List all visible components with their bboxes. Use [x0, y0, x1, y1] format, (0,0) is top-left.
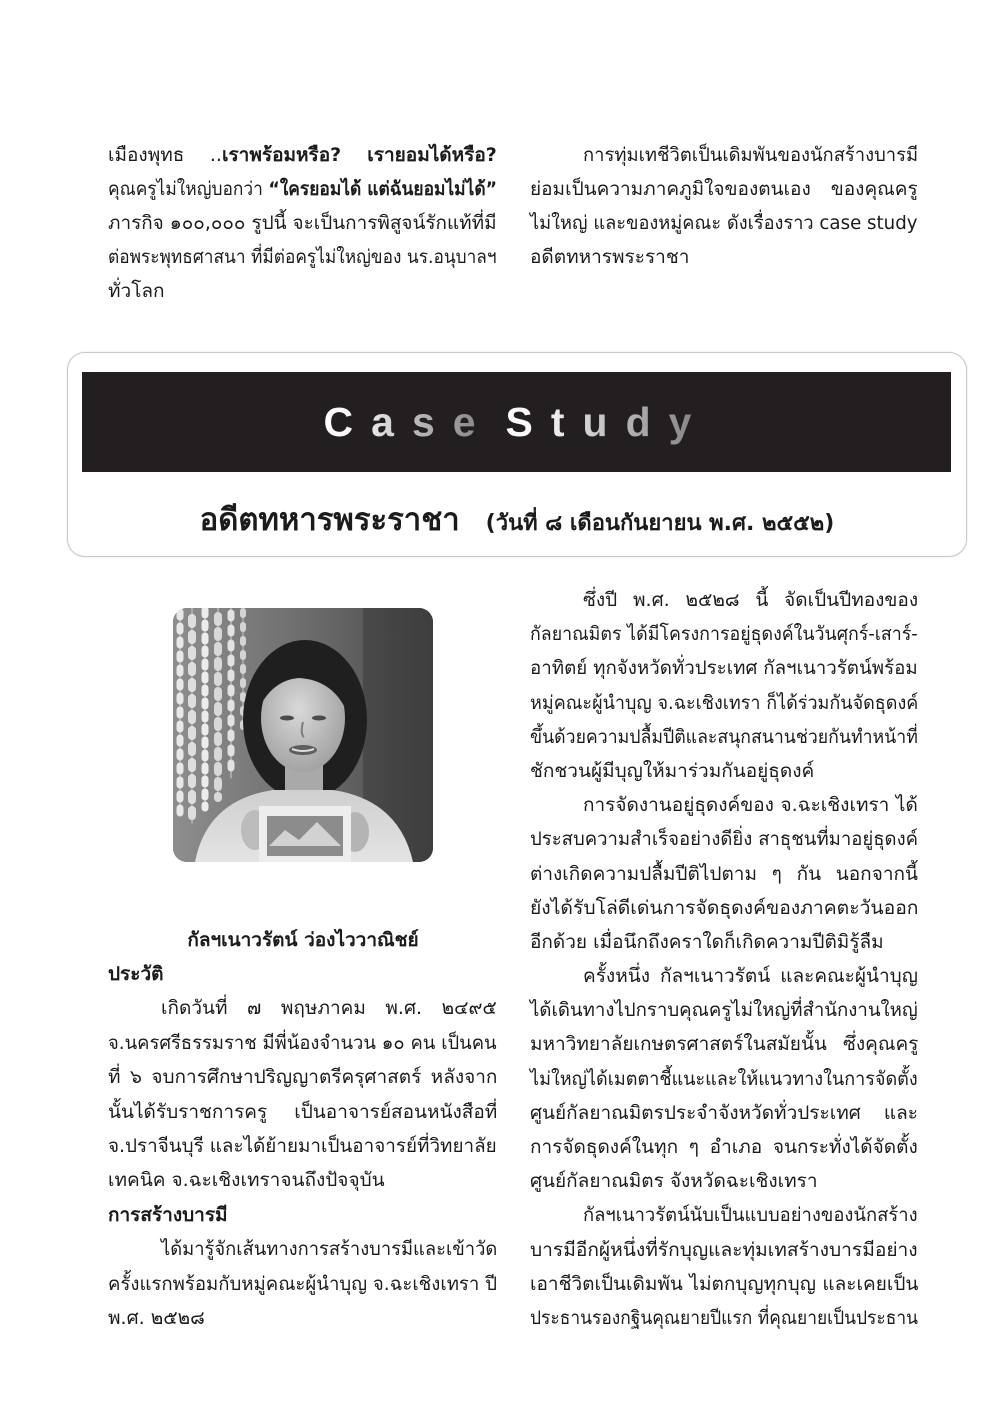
line-text: ซึ่งปี พ.ศ. ๒๕๒๘ นี้ จัดเป็นปีทองของ	[583, 589, 919, 611]
text-line	[108, 1267, 497, 1301]
text-line	[108, 1163, 497, 1197]
line-text	[108, 172, 497, 206]
line-text: ภารกิจ ๑๐๐,๐๐๐ รูปนี้ จะเป็นการพิสูจน์รักแท้ที่มี	[108, 212, 497, 234]
text-line	[108, 206, 497, 240]
text-line	[530, 1062, 918, 1096]
line-text: ครั้งแรกพร้อมกับหมู่คณะผู้นำบุญ จ.ฉะเชิงเทรา ปี	[108, 1272, 498, 1295]
text-line	[530, 1096, 918, 1130]
line-text-bold: เราพร้อมหรือ? เรายอมได้หรือ?	[221, 144, 497, 166]
text-line	[530, 993, 918, 1027]
line-text: อาทิตย์ ทุกจังหวัดทั่วประเทศ กัลฯเนาวรัตน์พร้อม	[530, 657, 918, 680]
intro-left-column	[108, 138, 497, 308]
text-line	[530, 138, 918, 172]
right-eye	[312, 716, 326, 721]
line-text: ยังได้รับโล่ดีเด่นการจัดธุดงค์ของภาคตะวันออก	[530, 896, 919, 919]
portrait-image	[173, 608, 433, 862]
line-text-plain: คุณครูไม่ใหญ่บอกว่า	[108, 178, 269, 200]
line-text: อีกด้วย เมื่อนึกถึงคราใดก็เกิดความปีติมิรู้ลืม	[530, 930, 884, 953]
text-line	[108, 991, 497, 1025]
biography-heading: ประวัติ	[108, 963, 164, 985]
text-line	[530, 720, 918, 754]
line-text: ได้เดินทางไปกราบคุณครูไม่ใหญ่ที่สำนักงานใหญ่	[530, 999, 918, 1022]
story-column	[530, 583, 918, 1335]
case-study-title-row	[67, 494, 967, 540]
text-line	[530, 1301, 918, 1335]
biography-column	[108, 957, 497, 1335]
text-line	[530, 240, 918, 274]
text-line	[530, 1164, 918, 1198]
line-text: ประธานรองกฐินคุณยายปีแรก ที่คุณยายเป็นประธาน	[530, 1306, 918, 1329]
text-line	[530, 822, 918, 856]
text-line	[108, 1232, 497, 1266]
line-text: ที่ ๖ จบการศึกษาปริญญาตรีครุศาสตร์ หลังจาก	[108, 1066, 498, 1089]
line-text: อดีตทหารพระราชา	[530, 246, 690, 268]
line-text: กัลฯเนาวรัตน์นับเป็นแบบอย่างของนักสร้าง	[583, 1204, 918, 1227]
line-text: ไม่ใหญ่ และของหมู่คณะ ดังเรื่องราว case study	[530, 212, 918, 234]
line-text: ประสบความสำเร็จอย่างดียิ่ง สาธุชนที่มาอยู่ธุดงค์	[530, 828, 919, 851]
text-line	[108, 1060, 497, 1094]
text-line	[530, 1027, 918, 1061]
case-study-banner	[82, 372, 951, 472]
text-line	[530, 754, 918, 788]
case-study-date: (วันที่ ๘ เดือนกันยายน พ.ศ. ๒๕๕๒)	[485, 511, 835, 536]
line-text: ศูนย์กัลยาณมิตร จังหวัดฉะเชิงเทรา	[530, 1170, 818, 1193]
line-text: กัลยาณมิตร ได้มีโครงการอยู่ธุดงค์ในวันศุกร์-เสาร์-	[530, 623, 918, 646]
line-text	[108, 138, 497, 172]
line-text: ขึ้นด้วยความปลื้มปีติและสนุกสนานช่วยกันทำหน้าที่	[530, 725, 918, 748]
case-study-title: อดีตทหารพระราชา	[199, 502, 460, 538]
line-text: การจัดงานอยู่ธุดงค์ของ จ.ฉะเชิงเทรา ได้	[583, 794, 918, 817]
text-line	[108, 274, 497, 308]
line-text: เทคนิค จ.ฉะเชิงเทราจนถึงปัจจุบัน	[108, 1169, 385, 1192]
text-line	[108, 172, 497, 206]
text-line	[108, 1129, 497, 1163]
line-text: เกิดวันที่ ๗ พฤษภาคม พ.ศ. ๒๔๙๕	[161, 997, 497, 1020]
case-study-heading-word: Study	[506, 372, 710, 472]
line-text: นั้นได้รับราชการครู เป็นอาจารย์สอนหนังสือที่	[108, 1100, 498, 1123]
text-line	[530, 686, 918, 720]
line-text: เอาชีวิตเป็นเดิมพัน ไม่ตกบุญทุกบุญ และเคยเป็น	[530, 1272, 919, 1295]
section-heading	[108, 1198, 497, 1232]
text-line	[108, 240, 497, 274]
text-line	[108, 1095, 497, 1129]
text-line	[530, 206, 918, 240]
text-line	[108, 138, 497, 172]
merit-building-heading: การสร้างบารมี	[108, 1203, 228, 1226]
line-text: การจัดธุดงค์ในทุก ๆ อำเภอ จนกระทั่งได้จัดตั้ง	[530, 1136, 918, 1158]
line-text: บารมีอีกผู้หนึ่งที่รักบุญและทุ่มเทสร้างบารมีอย่าง	[530, 1238, 918, 1261]
text-line	[530, 583, 918, 617]
text-line	[530, 959, 918, 993]
line-text: ต่อพระพุทธศาสนา ที่มีต่อครูไม่ใหญ่ของ นร.อนุบาลฯ	[108, 246, 497, 268]
line-text: ชักชวนผู้มีบุญให้มาร่วมกันอยู่ธุดงค์	[530, 759, 815, 782]
text-line	[530, 891, 918, 925]
left-eye	[280, 716, 294, 721]
line-text: หมู่คณะผู้นำบุญ จ.ฉะเชิงเทรา ก็ได้ร่วมกันจัดธุดงค์	[530, 691, 919, 714]
text-line	[108, 1301, 497, 1335]
line-text: จ.นครศรีธรรมราช มีพี่น้องจำนวน ๑๐ คน เป็นคน	[108, 1031, 497, 1054]
text-line	[530, 857, 918, 891]
photo-caption: กัลฯเนาวรัตน์ ว่องไววาณิชย์	[187, 929, 419, 951]
text-line	[530, 1130, 918, 1164]
text-line	[530, 1267, 918, 1301]
line-text: ย่อมเป็นความภาคภูมิใจของตนเอง ของคุณครู	[530, 178, 918, 200]
profile-photo	[173, 608, 433, 862]
text-line	[530, 651, 918, 685]
line-text: ไม่ใหญ่ได้เมตตาชี้แนะและให้แนวทางในการจัดตั้ง	[530, 1067, 918, 1090]
section-heading	[108, 957, 497, 991]
case-study-heading-word: Case	[324, 372, 494, 472]
line-text-bold: “ใครยอมได้ แต่ฉันยอมไม่ได้”	[268, 178, 497, 200]
text-line	[530, 1198, 918, 1232]
text-line	[530, 925, 918, 959]
text-line	[530, 172, 918, 206]
line-text: ได้มารู้จักเส้นทางการสร้างบารมีและเข้าวัด	[161, 1238, 498, 1261]
text-line	[530, 1233, 918, 1267]
line-text-plain: เมืองพุทธ ..	[108, 144, 222, 166]
text-line	[108, 1026, 497, 1060]
intro-right-column	[530, 138, 918, 274]
line-text: ทั่วโลก	[108, 280, 165, 302]
line-text: ต่างเกิดความปลื้มปีติไปตาม ๆ กัน นอกจากนี้	[530, 862, 918, 885]
text-line	[530, 788, 918, 822]
text-line	[530, 617, 918, 651]
line-text: ครั้งหนึ่ง กัลฯเนาวรัตน์ และคณะผู้นำบุญ	[583, 965, 918, 988]
line-text: จ.ปราจีนบุรี และได้ย้ายมาเป็นอาจารย์ที่วิทยาลัย	[108, 1134, 497, 1157]
line-text: มหาวิทยาลัยเกษตรศาสตร์ในสมัยนั้น ซึ่งคุณครู	[530, 1033, 919, 1056]
line-text: ศูนย์กัลยาณมิตรประจำจังหวัดทั่วประเทศ และ	[530, 1101, 918, 1124]
line-text: พ.ศ. ๒๕๒๘	[108, 1306, 205, 1329]
line-text: การทุ่มเทชีวิตเป็นเดิมพันของนักสร้างบารมี	[583, 144, 919, 166]
